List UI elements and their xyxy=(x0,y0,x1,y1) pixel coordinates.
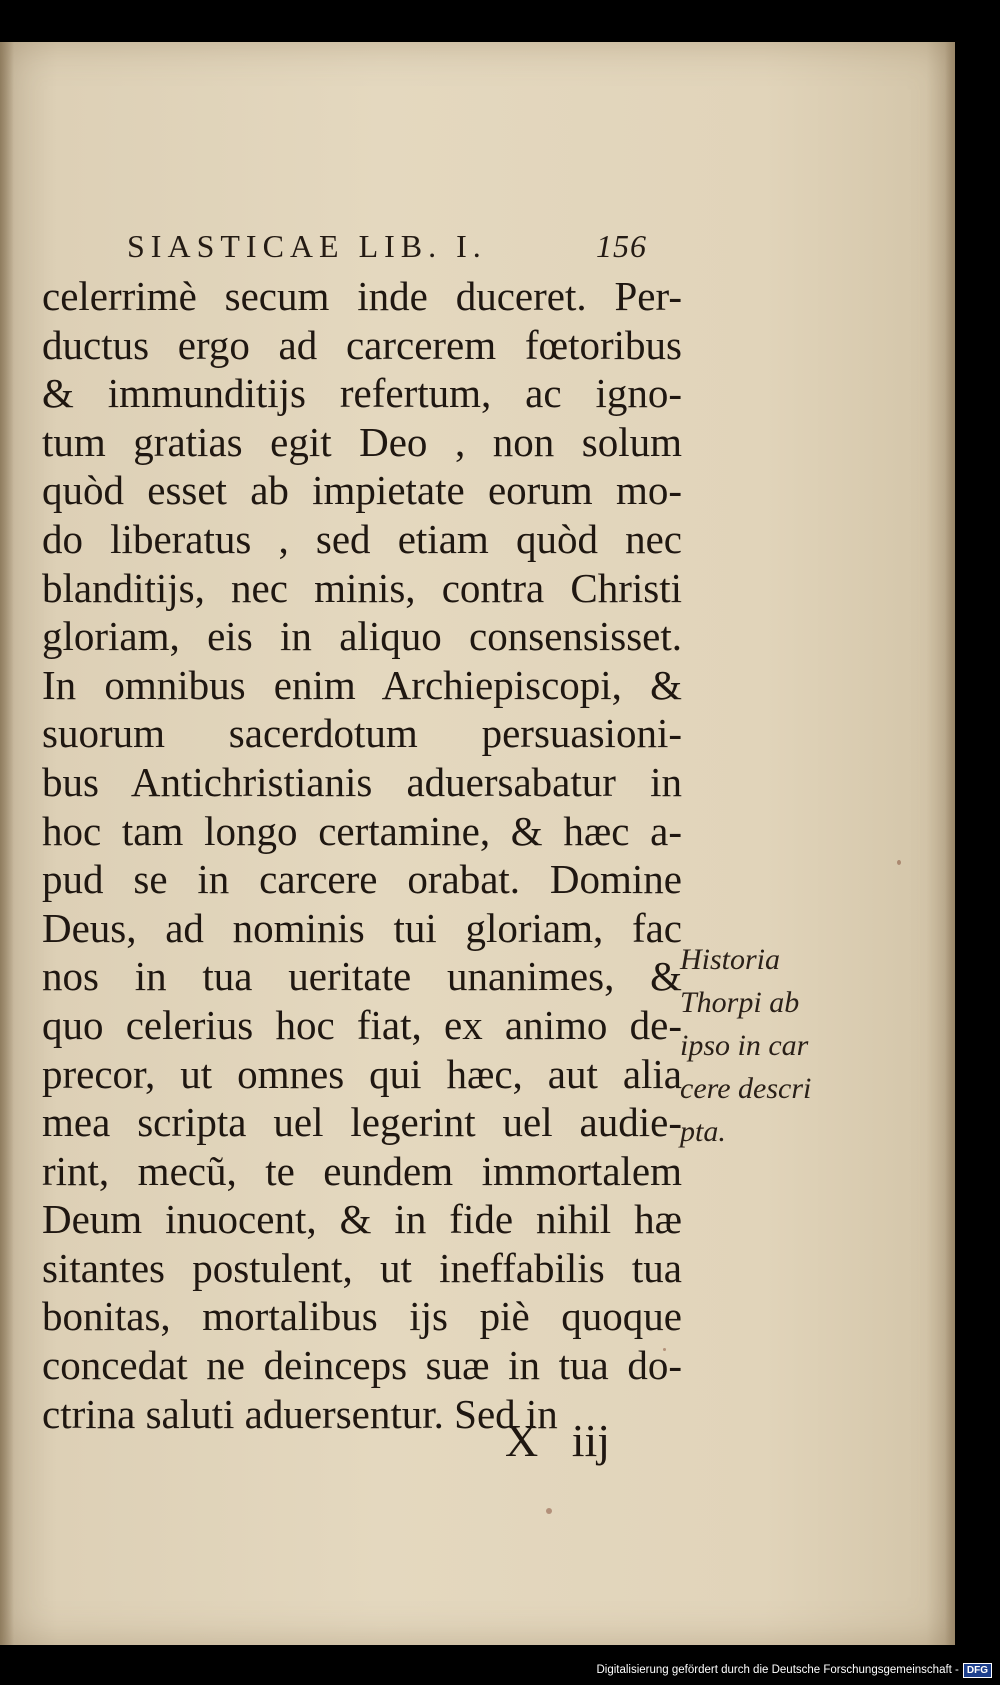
text-line: quo celerius hoc fiat, ex animo de- xyxy=(42,1001,682,1048)
marginal-note xyxy=(680,938,830,1153)
footer-credit-text: Digitalisierung gefördert durch die Deutsche Forschungsgemeinschaft - xyxy=(596,1664,959,1676)
text-line: blanditijs, nec minis, contra Christi xyxy=(42,564,682,611)
marginal-note-line: Historia xyxy=(680,943,781,976)
text-line: sitantes postulent, ut ineffabilis tua xyxy=(42,1244,682,1291)
text-line: bus Antichristianis aduersabatur in xyxy=(42,758,682,805)
text-line: ductus ergo ad carcerem fœtoribus xyxy=(42,321,682,368)
paper-speck xyxy=(663,1348,666,1351)
text-line: precor, ut omnes qui hæc, aut alia xyxy=(42,1050,682,1097)
text-line: suorum sacerdotum persuasioni- xyxy=(42,710,682,757)
text-line: quòd esset ab impietate eorum mo- xyxy=(42,467,682,514)
marginal-note-line: Thorpi ab xyxy=(680,986,800,1019)
text-line: tum gratias egit Deo , non solum xyxy=(42,418,682,465)
text-line: In omnibus enim Archiepiscopi, & xyxy=(42,661,682,708)
page-number: 156 xyxy=(596,228,647,264)
text-line: ctrina saluti aduersentur. Sed in xyxy=(42,1390,558,1437)
text-line: rint, mecũ, te eundem immortalem xyxy=(42,1147,682,1194)
paper-speck xyxy=(546,1508,552,1514)
text-line: & immunditijs refertum, ac igno- xyxy=(42,370,682,417)
text-line: nos in tua ueritate unanimes, & xyxy=(42,953,682,1000)
text-line: bonitas, mortalibus ijs piè quoque xyxy=(42,1293,682,1340)
marginal-note-line: cere descri xyxy=(680,1072,812,1105)
footer-credit xyxy=(596,1659,992,1681)
text-line: celerrimè secum inde duceret. Per- xyxy=(42,273,682,319)
text-line: Deus, ad nominis tui gloriam, fac xyxy=(42,904,682,951)
text-line: Deum inuocent, & in fide nihil hæ xyxy=(42,1196,682,1243)
running-head xyxy=(127,228,647,265)
marginal-note-line: ipso in car xyxy=(680,1029,809,1062)
signature-mark: X iij xyxy=(505,1415,611,1466)
book-page xyxy=(0,42,955,1645)
paper-speck xyxy=(897,860,901,865)
running-head-title: SIASTICAE LIB. I. xyxy=(127,228,487,264)
text-line: do liberatus , sed etiam quòd nec xyxy=(42,515,682,562)
text-line: mea scripta uel legerint uel audie- xyxy=(42,1099,682,1146)
text-line: concedat ne deinceps suæ in tua do- xyxy=(42,1342,682,1389)
text-line: gloriam, eis in aliquo consensisset. xyxy=(42,613,682,660)
text-line: pud se in carcere orabat. Domine xyxy=(42,856,682,903)
dfg-logo: DFG xyxy=(963,1663,992,1678)
marginal-note-line: pta. xyxy=(680,1115,726,1148)
text-line: hoc tam longo certamine, & hæc a- xyxy=(42,807,682,854)
body-text xyxy=(42,272,682,1438)
